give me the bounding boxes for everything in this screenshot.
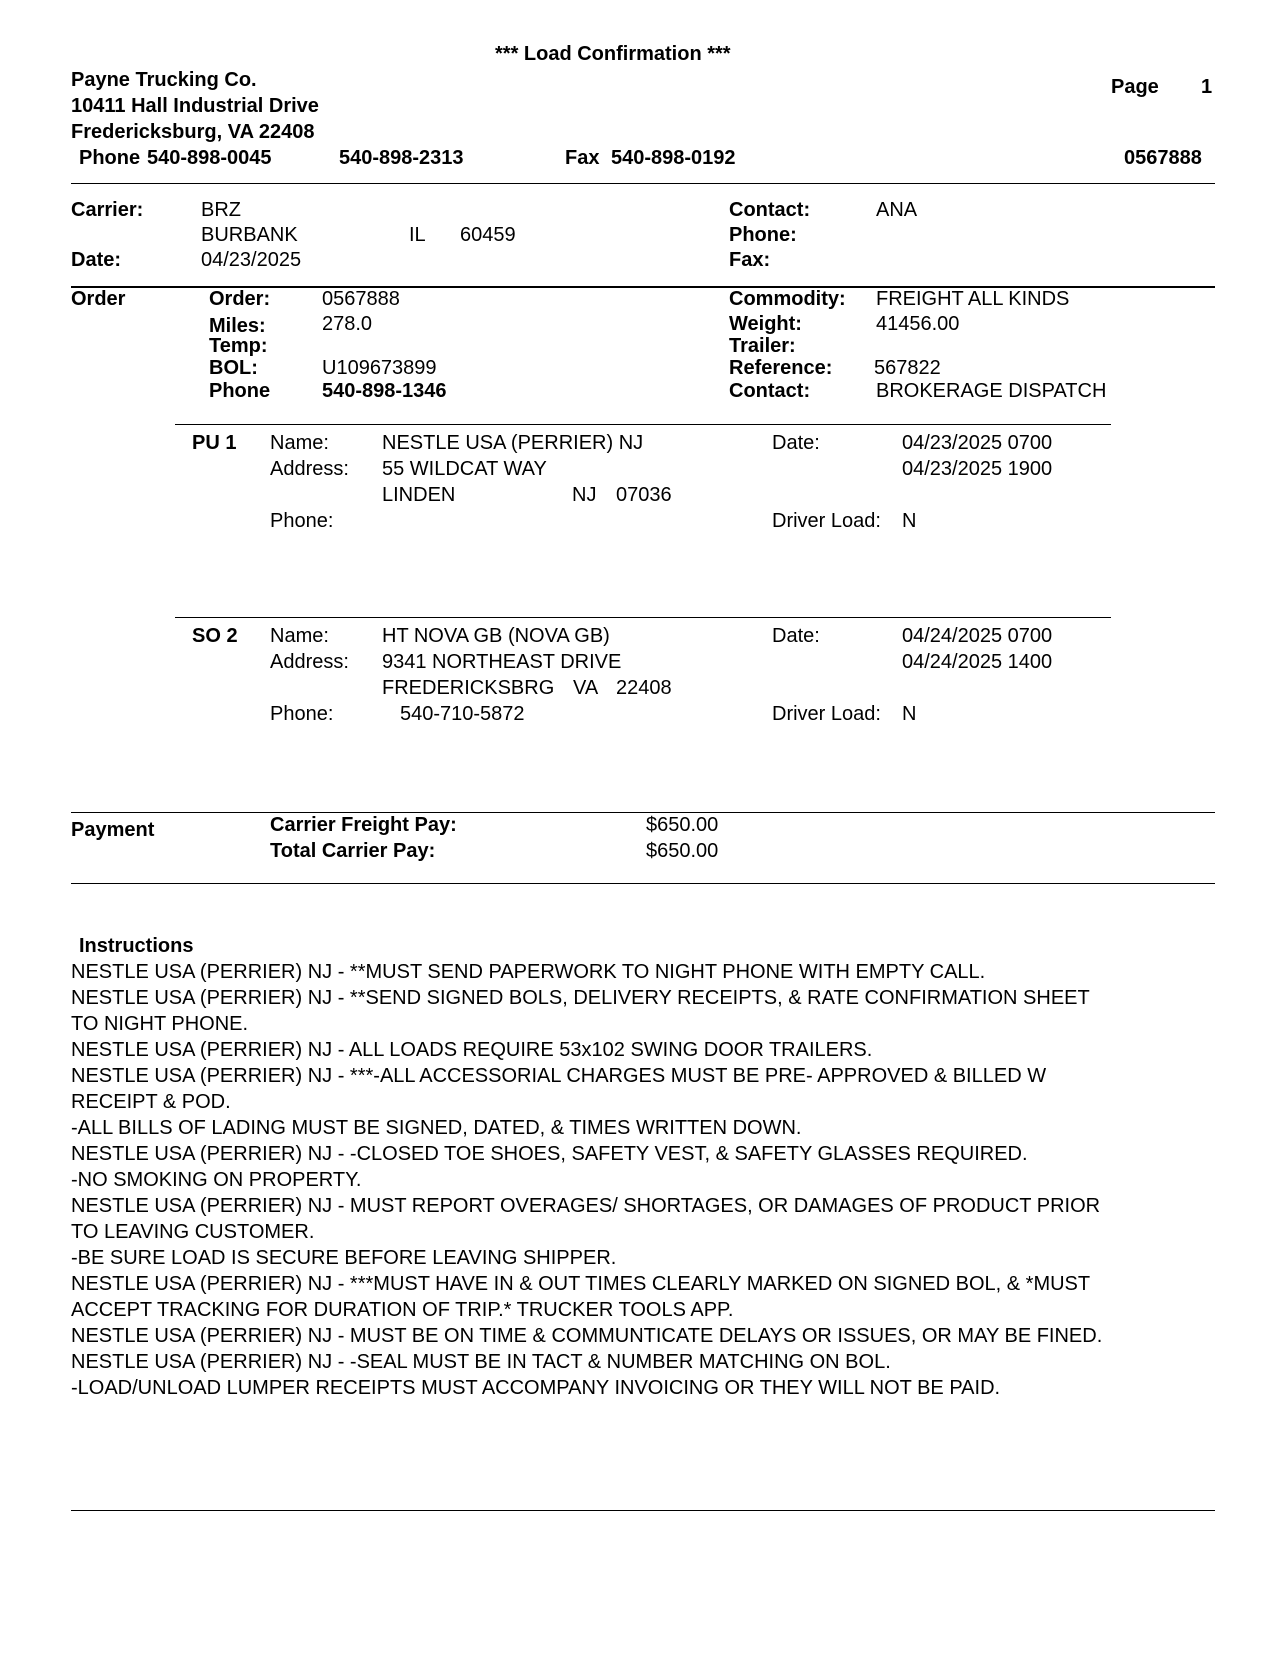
stop-1-city: LINDEN <box>382 484 456 506</box>
company-phone: 540-898-0045 <box>147 147 272 169</box>
stop-1-phone-label: Phone: <box>270 510 334 532</box>
miles-value: 278.0 <box>322 313 373 335</box>
stop-1-code: PU 1 <box>192 432 237 454</box>
instructions-heading: Instructions <box>79 935 194 957</box>
commodity-value: FREIGHT ALL KINDS <box>876 288 1070 310</box>
stop-1-street: 55 WILDCAT WAY <box>382 458 547 480</box>
carrier-contact-label: Contact: <box>729 199 811 221</box>
instruction-line: NESTLE USA (PERRIER) NJ - **SEND SIGNED BOLS, DELIVERY RECEIPTS, & RATE CONFIRMATION SHEET <box>71 987 1090 1009</box>
instruction-line: TO LEAVING CUSTOMER. <box>71 1221 315 1243</box>
order-contact-label: Contact: <box>729 380 811 402</box>
reference-label: Reference: <box>729 357 833 379</box>
company-fax: 540-898-0192 <box>611 147 736 169</box>
company-fax-label: Fax <box>565 147 600 169</box>
instruction-line: -LOAD/UNLOAD LUMPER RECEIPTS MUST ACCOMPANY INVOICING OR THEY WILL NOT BE PAID. <box>71 1377 1001 1399</box>
stop-1-state: NJ <box>572 484 597 506</box>
total-carrier-pay-label: Total Carrier Pay: <box>270 840 436 862</box>
instruction-line: RECEIPT & POD. <box>71 1091 231 1113</box>
order-contact: BROKERAGE DISPATCH <box>876 380 1107 402</box>
doc-title: *** Load Confirmation *** <box>495 43 731 65</box>
stop-2-divider <box>175 617 1111 618</box>
stop-2-date-end: 04/24/2025 1400 <box>902 651 1053 673</box>
instruction-line: NESTLE USA (PERRIER) NJ - ***-ALL ACCESSORIAL CHARGES MUST BE PRE- APPROVED & BILLED W <box>71 1065 1047 1087</box>
total-carrier-pay: $650.00 <box>646 840 719 862</box>
company-phone-label: Phone <box>79 147 141 169</box>
instruction-line: -BE SURE LOAD IS SECURE BEFORE LEAVING SHIPPER. <box>71 1247 617 1269</box>
page-label: Page <box>1111 76 1159 98</box>
company-address-line2: Fredericksburg, VA 22408 <box>71 121 315 143</box>
stop-2-city: FREDERICKSBRG <box>382 677 555 699</box>
reference-value: 567822 <box>874 357 941 379</box>
payment-divider-bottom <box>71 883 1215 884</box>
bol-value: U109673899 <box>322 357 437 379</box>
carrier-freight-pay-label: Carrier Freight Pay: <box>270 814 457 836</box>
instruction-line: NESTLE USA (PERRIER) NJ - MUST REPORT OVERAGES/ SHORTAGES, OR DAMAGES OF PRODUCT PRIOR <box>71 1195 1101 1217</box>
stop-2-zip: 22408 <box>616 677 672 699</box>
payment-section-label: Payment <box>71 819 155 841</box>
carrier-city: BURBANK <box>201 224 298 246</box>
stop-2-name-label: Name: <box>270 625 329 647</box>
commodity-label: Commodity: <box>729 288 846 310</box>
footer-divider <box>71 1510 1215 1511</box>
carrier-date: 04/23/2025 <box>201 249 302 271</box>
carrier-contact: ANA <box>876 199 918 221</box>
instruction-line: -ALL BILLS OF LADING MUST BE SIGNED, DATED, & TIMES WRITTEN DOWN. <box>71 1117 802 1139</box>
order-no: 0567888 <box>322 288 400 310</box>
stop-1-divider <box>175 424 1111 425</box>
payment-divider-top <box>71 812 1215 813</box>
company-name: Payne Trucking Co. <box>71 69 257 91</box>
page-number: 1 <box>1201 76 1213 98</box>
instruction-line: NESTLE USA (PERRIER) NJ - -CLOSED TOE SHOES, SAFETY VEST, & SAFETY GLASSES REQUIRED. <box>71 1143 1028 1165</box>
instruction-line: NESTLE USA (PERRIER) NJ - -SEAL MUST BE IN TACT & NUMBER MATCHING ON BOL. <box>71 1351 891 1373</box>
stop-1-date-end: 04/23/2025 1900 <box>902 458 1053 480</box>
order-phone-label: Phone <box>209 380 271 402</box>
carrier-zip: 60459 <box>460 224 516 246</box>
instruction-line: -NO SMOKING ON PROPERTY. <box>71 1169 362 1191</box>
company-address-line1: 10411 Hall Industrial Drive <box>71 95 319 117</box>
stop-2-address-label: Address: <box>270 651 349 673</box>
stop-2-code: SO 2 <box>192 625 238 647</box>
stop-2-driver-load: N <box>902 703 917 725</box>
stop-2-date-label: Date: <box>772 625 820 647</box>
temp-label: Temp: <box>209 335 268 357</box>
date-label: Date: <box>71 249 122 271</box>
company-phone2: 540-898-2313 <box>339 147 464 169</box>
stop-1-date-label: Date: <box>772 432 820 454</box>
stop-1-date-start: 04/23/2025 0700 <box>902 432 1053 454</box>
stop-2-date-start: 04/24/2025 0700 <box>902 625 1053 647</box>
carrier-label: Carrier: <box>71 199 144 221</box>
carrier-phone-label: Phone: <box>729 224 797 246</box>
stop-1-driver-load: N <box>902 510 917 532</box>
stop-2-street: 9341 NORTHEAST DRIVE <box>382 651 622 673</box>
stop-1-address-label: Address: <box>270 458 349 480</box>
carrier-name: BRZ <box>201 199 241 221</box>
stop-1-name: NESTLE USA (PERRIER) NJ <box>382 432 644 454</box>
carrier-state: IL <box>409 224 426 246</box>
doc-number: 0567888 <box>1124 147 1202 169</box>
trailer-label: Trailer: <box>729 335 796 357</box>
instruction-line: NESTLE USA (PERRIER) NJ - ***MUST HAVE IN & OUT TIMES CLEARLY MARKED ON SIGNED BOL, & *MUST <box>71 1273 1091 1295</box>
stop-1-zip: 07036 <box>616 484 672 506</box>
stop-2-phone-label: Phone: <box>270 703 334 725</box>
instruction-line: ACCEPT TRACKING FOR DURATION OF TRIP.* TRUCKER TOOLS APP. <box>71 1299 734 1321</box>
weight-label: Weight: <box>729 313 802 335</box>
stop-1-driver-load-label: Driver Load: <box>772 510 881 532</box>
miles-label: Miles: <box>209 315 266 337</box>
order-phone: 540-898-1346 <box>322 380 447 402</box>
carrier-fax-label: Fax: <box>729 249 771 271</box>
carrier-freight-pay: $650.00 <box>646 814 719 836</box>
stop-2-state: VA <box>573 677 599 699</box>
order-section-label: Order <box>71 288 126 310</box>
stop-2-driver-load-label: Driver Load: <box>772 703 881 725</box>
instruction-line: NESTLE USA (PERRIER) NJ - ALL LOADS REQUIRE 53x102 SWING DOOR TRAILERS. <box>71 1039 873 1061</box>
instruction-line: TO NIGHT PHONE. <box>71 1013 249 1035</box>
stop-1-name-label: Name: <box>270 432 329 454</box>
stop-2-phone: 540-710-5872 <box>400 703 525 725</box>
instruction-line: NESTLE USA (PERRIER) NJ - **MUST SEND PAPERWORK TO NIGHT PHONE WITH EMPTY CALL. <box>71 961 986 983</box>
instruction-line: NESTLE USA (PERRIER) NJ - MUST BE ON TIME & COMMUNTICATE DELAYS OR ISSUES, OR MAY BE FINED. <box>71 1325 1103 1347</box>
stop-2-name: HT NOVA GB (NOVA GB) <box>382 625 610 647</box>
header-divider <box>71 183 1215 184</box>
order-no-label: Order: <box>209 288 271 310</box>
bol-label: BOL: <box>209 357 258 379</box>
weight-value: 41456.00 <box>876 313 960 335</box>
